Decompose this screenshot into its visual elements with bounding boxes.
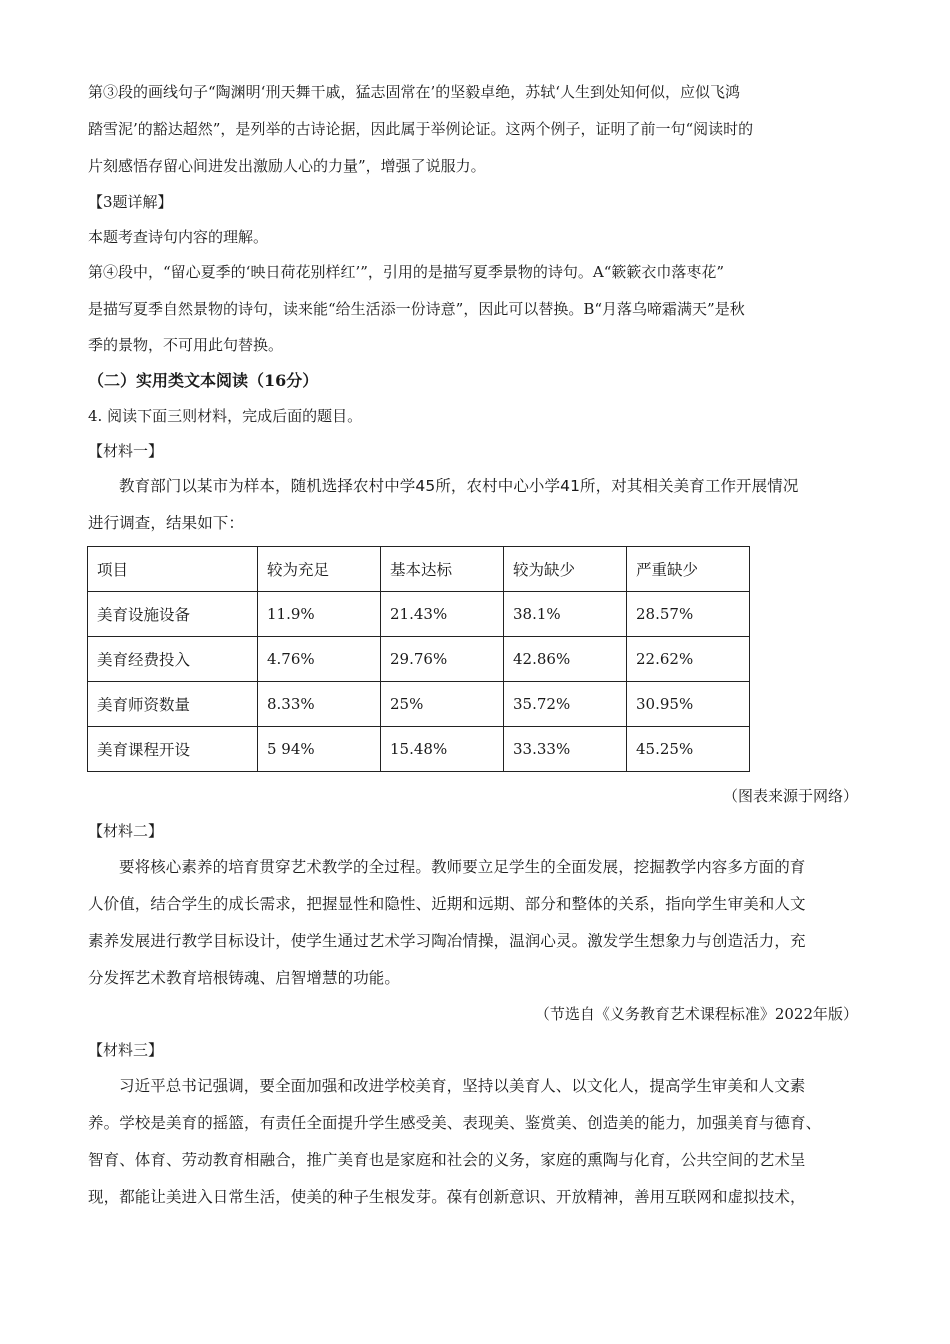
table-header-cell: 项目 bbox=[88, 547, 258, 592]
table-cell: 28.57% bbox=[627, 592, 750, 637]
table-header-row bbox=[88, 547, 750, 592]
material-3-line: 智育、体育、劳动教育相融合，推广美育也是家庭和社会的义务，家庭的熏陶与化育，公共空间的艺术呈 bbox=[88, 1151, 806, 1169]
survey-table bbox=[87, 546, 750, 772]
table-cell: 29.76% bbox=[381, 637, 504, 682]
material-3-line: 养。学校是美育的摇篮，有责任全面提升学生感受美、表现美、鉴赏美、创造美的能力，加强美育与德育、 bbox=[88, 1114, 822, 1132]
question-3-line: 第④段中，“留心夏季的‘映日荷花别样红’”，引用的是描写夏季景物的诗句。A“簌簌衣巾落枣花” bbox=[88, 263, 725, 281]
material-1-line: 进行调查，结果如下： bbox=[88, 514, 245, 532]
analysis-paragraph-line: 片刻感悟存留心间进发出激励人心的力量”，增强了说服力。 bbox=[88, 157, 486, 175]
table-cell: 5 94% bbox=[258, 727, 381, 772]
table-cell: 美育设施设备 bbox=[88, 592, 258, 637]
question-4-prompt: 4. 阅读下面三则材料，完成后面的题目。 bbox=[88, 407, 363, 425]
table-header-cell: 较为缺少 bbox=[504, 547, 627, 592]
table-row bbox=[88, 592, 750, 637]
table-cell: 22.62% bbox=[627, 637, 750, 682]
material-2-source: （节选自《义务教育艺术课程标准》2022年版） bbox=[534, 1005, 858, 1023]
table-cell: 30.95% bbox=[627, 682, 750, 727]
material-2-line: 素养发展进行教学目标设计，使学生通过艺术学习陶冶情操，温润心灵。激发学生想象力与创造活力，充 bbox=[88, 932, 806, 950]
table-source-note: （图表来源于网络） bbox=[722, 787, 858, 805]
survey-table-body bbox=[88, 547, 750, 772]
question-3-heading: 【3题详解】 bbox=[88, 193, 173, 211]
question-3-line: 本题考查诗句内容的理解。 bbox=[88, 228, 269, 246]
table-cell: 15.48% bbox=[381, 727, 504, 772]
table-cell: 45.25% bbox=[627, 727, 750, 772]
analysis-paragraph-line: 踏雪泥’的豁达超然”，是列举的古诗论据，因此属于举例论证。这两个例子，证明了前一句“阅读时的 bbox=[88, 120, 754, 138]
question-3-line: 是描写夏季自然景物的诗句，读来能“给生活添一份诗意”，因此可以替换。B“月落乌啼霜满天”是秋 bbox=[88, 300, 745, 318]
question-3-line: 季的景物，不可用此句替换。 bbox=[88, 336, 284, 354]
table-cell: 35.72% bbox=[504, 682, 627, 727]
table-row bbox=[88, 637, 750, 682]
table-header-cell: 基本达标 bbox=[381, 547, 504, 592]
table-cell: 美育经费投入 bbox=[88, 637, 258, 682]
table-row bbox=[88, 682, 750, 727]
table-cell: 4.76% bbox=[258, 637, 381, 682]
material-3-label: 【材料三】 bbox=[88, 1041, 164, 1059]
table-cell: 33.33% bbox=[504, 727, 627, 772]
table-cell: 25% bbox=[381, 682, 504, 727]
material-2-line: 要将核心素养的培育贯穿艺术教学的全过程。教师要立足学生的全面发展，挖掘教学内容多方面的育 bbox=[119, 858, 806, 876]
material-3-line: 现，都能让美进入日常生活，使美的种子生根发芽。葆有创新意识、开放精神，善用互联网和虚拟技术， bbox=[88, 1188, 806, 1206]
material-2-line: 分发挥艺术教育培根铸魂、启智增慧的功能。 bbox=[88, 969, 401, 987]
table-cell: 8.33% bbox=[258, 682, 381, 727]
material-1-label: 【材料一】 bbox=[88, 442, 164, 460]
table-header-cell: 严重缺少 bbox=[627, 547, 750, 592]
table-header-cell: 较为充足 bbox=[258, 547, 381, 592]
table-row bbox=[88, 727, 750, 772]
material-2-label: 【材料二】 bbox=[88, 822, 164, 840]
material-1-line: 教育部门以某市为样本，随机选择农村中学45所，农村中心小学41所，对其相关美育工作开展情况 bbox=[119, 477, 799, 495]
table-cell: 美育师资数量 bbox=[88, 682, 258, 727]
section-title: （二）实用类文本阅读（16分） bbox=[88, 371, 319, 390]
material-3-line: 习近平总书记强调，要全面加强和改进学校美育，坚持以美育人、以文化人，提高学生审美和人文素 bbox=[119, 1077, 806, 1095]
table-cell: 38.1% bbox=[504, 592, 627, 637]
analysis-paragraph-line: 第③段的画线句子“陶渊明‘刑天舞干戚，猛志固常在’的坚毅卓绝，苏轼‘人生到处知何似，应似飞鸿 bbox=[88, 83, 740, 101]
table-cell: 42.86% bbox=[504, 637, 627, 682]
table-cell: 美育课程开设 bbox=[88, 727, 258, 772]
material-2-line: 人价值，结合学生的成长需求，把握显性和隐性、近期和远期、部分和整体的关系，指向学生审美和人文 bbox=[88, 895, 806, 913]
table-cell: 21.43% bbox=[381, 592, 504, 637]
table-cell: 11.9% bbox=[258, 592, 381, 637]
